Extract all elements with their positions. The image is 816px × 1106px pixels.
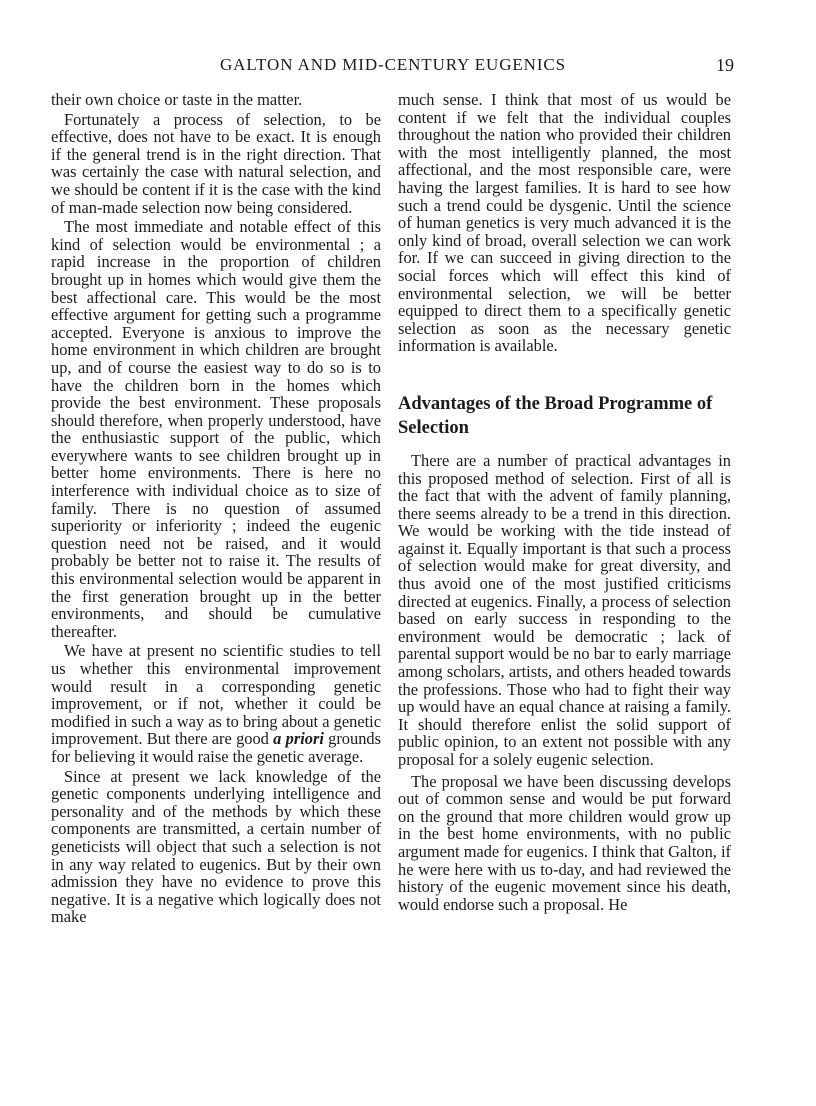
paragraph-geneticists-objection: Since at present we lack knowledge of the genetic components underlying intelligence and personality and of the methods by which these components are transmitted, a certain number of geneticists will object that such a selection is not in any way related to eugenics. But by their own admission they have no evidence to prove this negative. It is a negative which logically does not make: [51, 766, 381, 927]
paragraph-continued: their own choice or taste in the matter.: [51, 90, 303, 109]
running-title: GALTON AND MID-CENTURY EUGENICS: [219, 55, 567, 74]
paragraph-selection-trend: Fortunately a process of selection, to be effective, does not have to be exact. It is enough if the general trend is in the right direction. That was certainly the case with natural selection, and we should be content if it is the case with the kind of man-made selection now being considered.: [51, 109, 381, 217]
running-head: [0, 52, 816, 78]
paragraph-broad-selection: much sense. I think that most of us would be content if we felt that the individual couples throughout the nation who provided their children with the most intelligently planned, the most affectional, and the most responsible care, were having the largest families. It is hard to see how such a trend could be dysgenic. Until the science of human genetics is very much advanced it is the only kind of broad, overall selection we can work for. If we can succeed in giving direction to the social forces which will effect this kind of environmental selection, we will be better equipped to direct them to a specifically genetic selection as soon as the necessary genetic information is available.: [398, 90, 731, 356]
italic-phrase: a priori: [273, 729, 324, 749]
right-column: [398, 91, 731, 913]
paragraph-text: grounds for believing it would raise the genetic average.: [51, 729, 381, 766]
left-column: [51, 91, 381, 926]
paragraph-genetic-improvement: [51, 642, 381, 765]
section-heading: Advantages of the Broad Programme of Selection: [398, 393, 713, 438]
page-number: 19: [716, 55, 734, 75]
paragraph-environmental-effect: The most immediate and notable effect of this kind of selection would be environmental ; a rapid increase in the proportion of children brought up in homes which would give them the best affectional care. This would be the most effective argument for getting such a programme accepted. Everyone is anxious to improve the home environment in which children are brought up, and of course the easiest way to do so is to have the children born in the homes which provide the best environment. These proposals should therefore, when properly understood, have the enthusiastic support of the public, which everywhere wants to see children brought up in better home environments. There is here no interference with individual choice as to size of family. There is no question of assumed superiority or inferiority ; indeed the eugenic question need not be raised, and it would probably be better not to raise it. The results of this environmental selection would be apparent in the first generation brought up in the better environments, and should be cumulative thereafter.: [51, 217, 381, 641]
paragraph-text: We have at present no scientific studies to tell us whether this environmental improvement would result in a corresponding genetic improvement, or if not, whether it could be modified in such a way as to bring about a genetic improvement. But there are good: [51, 641, 381, 749]
paragraph-advantages: There are a number of practical advantages in this proposed method of selection. First of all is the fact that with the advent of family planning, there seems already to be a trend in this direction. We would be working with the tide instead of against it. Equally important is that such a process of selection would make for great diversity, and thus avoid one of the most justified criticisms directed at eugenics. Finally, a process of selection based on early success in responding to the environment would be democratic ; lack of parental support would be no bar to early marriage among scholars, artists, and others headed towards the professions. Those who had to fight their way up would have an equal chance at raising a family. It should therefore enlist the solid support of public opinion, to an extent not possible with any proposal for a solely eugenic selection.: [398, 450, 731, 769]
paragraph-proposal: The proposal we have been discussing develops out of common sense and would be put forward on the ground that more children would grow up in the best home environments, with no public argument made for eugenics. I think that Galton, if he were here with us to-day, and had reviewed the history of the eugenic movement since his death, would endorse such a proposal. He: [398, 771, 731, 914]
